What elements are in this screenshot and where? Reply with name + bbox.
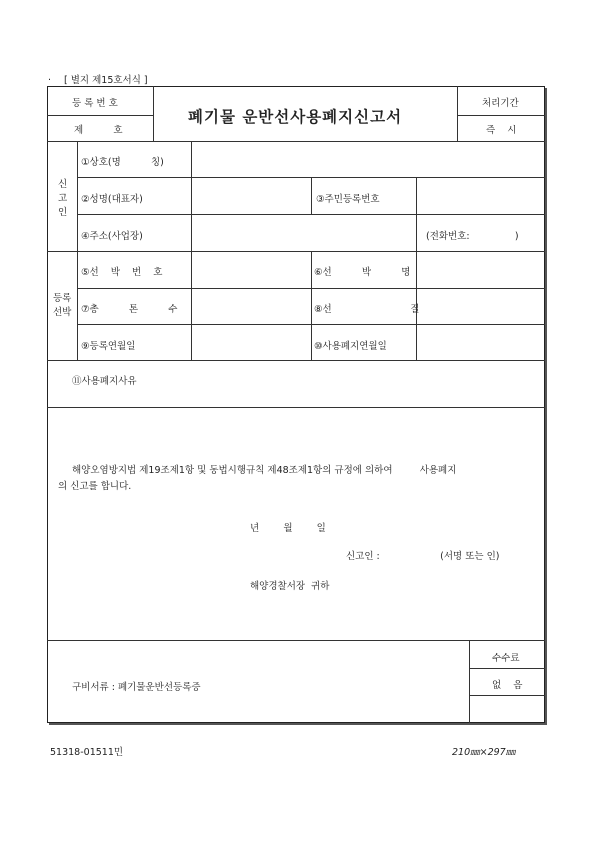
reporter-group-label xyxy=(58,178,67,220)
fee-label: 수수료 xyxy=(492,653,520,664)
rule xyxy=(311,177,312,214)
document-code: 51318-01511민 xyxy=(50,747,124,758)
fee-value: 없 음 xyxy=(492,680,523,691)
registration-date-label: ⑨등록연월일 xyxy=(81,341,136,352)
rule xyxy=(469,668,545,669)
reporter-group-char: 고 xyxy=(58,193,68,204)
reporter-group-char: 인 xyxy=(58,207,68,218)
reporter-group-char: 신 xyxy=(58,179,68,190)
processing-period-value: 즉 시 xyxy=(486,125,517,136)
disuse-date-label: ⑩사용폐지연월일 xyxy=(314,341,387,352)
vessel-group-line: 선박 xyxy=(53,307,72,318)
disuse-reason-label: ⑪사용폐지사유 xyxy=(72,376,137,387)
form-dot: . xyxy=(48,72,52,83)
rule xyxy=(457,86,458,141)
form-number-label: [ 별지 제15호서식 ] xyxy=(64,75,148,86)
frame-shadow-right xyxy=(545,88,547,725)
rule xyxy=(311,251,312,360)
ship-name-label: ⑥선 박 명 xyxy=(314,267,411,278)
je-label: 제 호 xyxy=(74,125,123,136)
statement-line-2: 의 신고를 합니다. xyxy=(58,481,132,492)
gross-tonnage-label: ⑦총 톤 수 xyxy=(81,304,178,315)
paper-size: 210㎜×297㎜ xyxy=(452,747,516,758)
recipient: 해양경찰서장 귀하 xyxy=(250,581,330,592)
rule xyxy=(469,695,545,696)
rule xyxy=(77,214,545,215)
rule xyxy=(47,141,545,142)
reporter-signature: 신고인 : (서명 또는 인) xyxy=(346,551,500,562)
phone-number-label: (전화번호: ) xyxy=(426,231,519,242)
rule xyxy=(47,115,153,116)
hull-material-label: ⑧선 질 xyxy=(314,304,420,315)
rule xyxy=(457,115,545,116)
rule xyxy=(153,86,154,141)
representative-name-label: ②성명(대표자) xyxy=(81,194,143,205)
frame-shadow-bottom xyxy=(49,723,547,725)
rule xyxy=(416,177,417,214)
form-frame xyxy=(47,86,545,723)
vessel-group-line: 등록 xyxy=(53,293,72,304)
statement-line-1: 해양오염방지법 제19조제1항 및 동법시행규칙 제48조제1항의 규정에 의하여 사용폐지 xyxy=(72,465,457,476)
required-documents: 구비서류 : 폐기물운반선등록증 xyxy=(72,682,201,693)
trade-name-label: ①상호(명 칭) xyxy=(81,157,164,168)
page-title: 폐기물 운반선사용폐지신고서 xyxy=(188,108,403,126)
rule xyxy=(47,407,545,408)
resident-number-label: ③주민등록번호 xyxy=(316,194,380,205)
report-date: 년 월 일 xyxy=(250,523,326,534)
rule xyxy=(469,640,470,723)
reg-no-label: 등 록 번 호 xyxy=(72,98,118,109)
rule xyxy=(47,640,545,641)
registered-vessel-group-label xyxy=(53,292,71,320)
rule xyxy=(416,214,417,251)
address-label: ④주소(사업장) xyxy=(81,231,143,242)
ship-number-label: ⑤선 박 번 호 xyxy=(81,267,163,278)
rule xyxy=(47,251,545,252)
processing-period-label: 처리기간 xyxy=(482,98,519,109)
rule xyxy=(47,360,545,361)
